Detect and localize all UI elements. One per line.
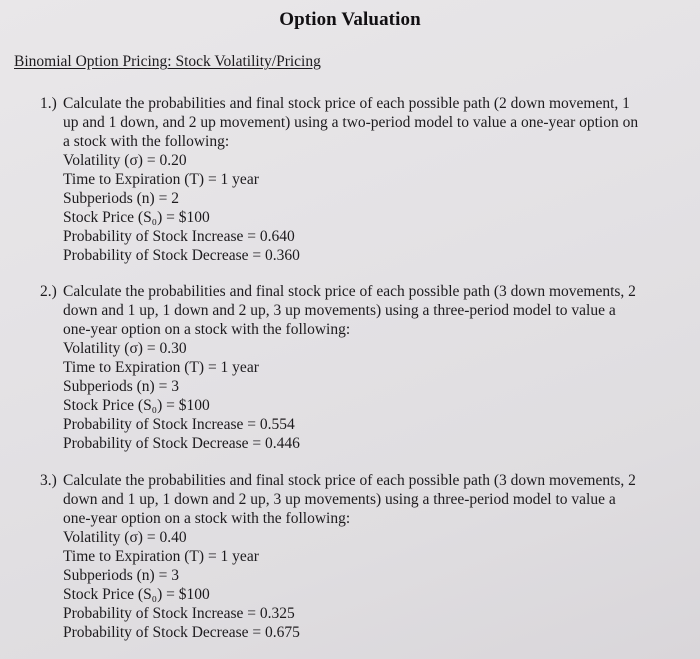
time-to-expiration: Time to Expiration (T) = 1 year bbox=[63, 171, 259, 188]
probability-decrease: Probability of Stock Decrease = 0.446 bbox=[63, 435, 300, 452]
subperiods-value: Subperiods (n) = 3 bbox=[63, 567, 179, 584]
problem-text-line: one-year option on a stock with the following: bbox=[63, 510, 351, 527]
volatility-value: Volatility (σ) = 0.20 bbox=[63, 152, 187, 169]
problem-3 bbox=[40, 471, 690, 642]
volatility-value: Volatility (σ) = 0.40 bbox=[63, 529, 187, 546]
problem-2 bbox=[40, 282, 690, 453]
time-to-expiration: Time to Expiration (T) = 1 year bbox=[63, 548, 259, 565]
probability-increase: Probability of Stock Increase = 0.325 bbox=[63, 605, 295, 622]
probability-increase: Probability of Stock Increase = 0.640 bbox=[63, 228, 295, 245]
problem-1 bbox=[40, 94, 690, 265]
stock-price-value: Stock Price (S₀) = $100 bbox=[63, 209, 210, 226]
probability-decrease: Probability of Stock Decrease = 0.675 bbox=[63, 624, 300, 641]
problem-text-line: Calculate the probabilities and final stock price of each possible path (2 down movement, 1 bbox=[63, 95, 630, 112]
problem-number: 2.) bbox=[40, 283, 57, 300]
problem-text-line: Calculate the probabilities and final stock price of each possible path (3 down movements, 2 bbox=[63, 472, 636, 489]
problem-text-line: up and 1 down, and 2 up movement) using a two-period model to value a one-year option on bbox=[63, 114, 639, 131]
volatility-value: Volatility (σ) = 0.30 bbox=[63, 340, 187, 357]
section-heading: Binomial Option Pricing: Stock Volatility/Pricing bbox=[14, 53, 321, 70]
probability-increase: Probability of Stock Increase = 0.554 bbox=[63, 416, 295, 433]
problem-number: 3.) bbox=[40, 472, 57, 489]
subperiods-value: Subperiods (n) = 3 bbox=[63, 378, 179, 395]
probability-decrease: Probability of Stock Decrease = 0.360 bbox=[63, 247, 300, 264]
problem-text-line: a stock with the following: bbox=[63, 133, 230, 150]
subperiods-value: Subperiods (n) = 2 bbox=[63, 190, 179, 207]
problem-number: 1.) bbox=[40, 95, 57, 112]
problem-text-line: Calculate the probabilities and final stock price of each possible path (3 down movements, 2 bbox=[63, 283, 636, 300]
time-to-expiration: Time to Expiration (T) = 1 year bbox=[63, 359, 259, 376]
page-title: Option Valuation bbox=[279, 9, 421, 30]
problem-text-line: one-year option on a stock with the following: bbox=[63, 321, 351, 338]
stock-price-value: Stock Price (S₀) = $100 bbox=[63, 586, 210, 603]
stock-price-value: Stock Price (S₀) = $100 bbox=[63, 397, 210, 414]
problem-text-line: down and 1 up, 1 down and 2 up, 3 up movements) using a three-period model to value a bbox=[63, 491, 616, 508]
problem-text-line: down and 1 up, 1 down and 2 up, 3 up movements) using a three-period model to value a bbox=[63, 302, 616, 319]
